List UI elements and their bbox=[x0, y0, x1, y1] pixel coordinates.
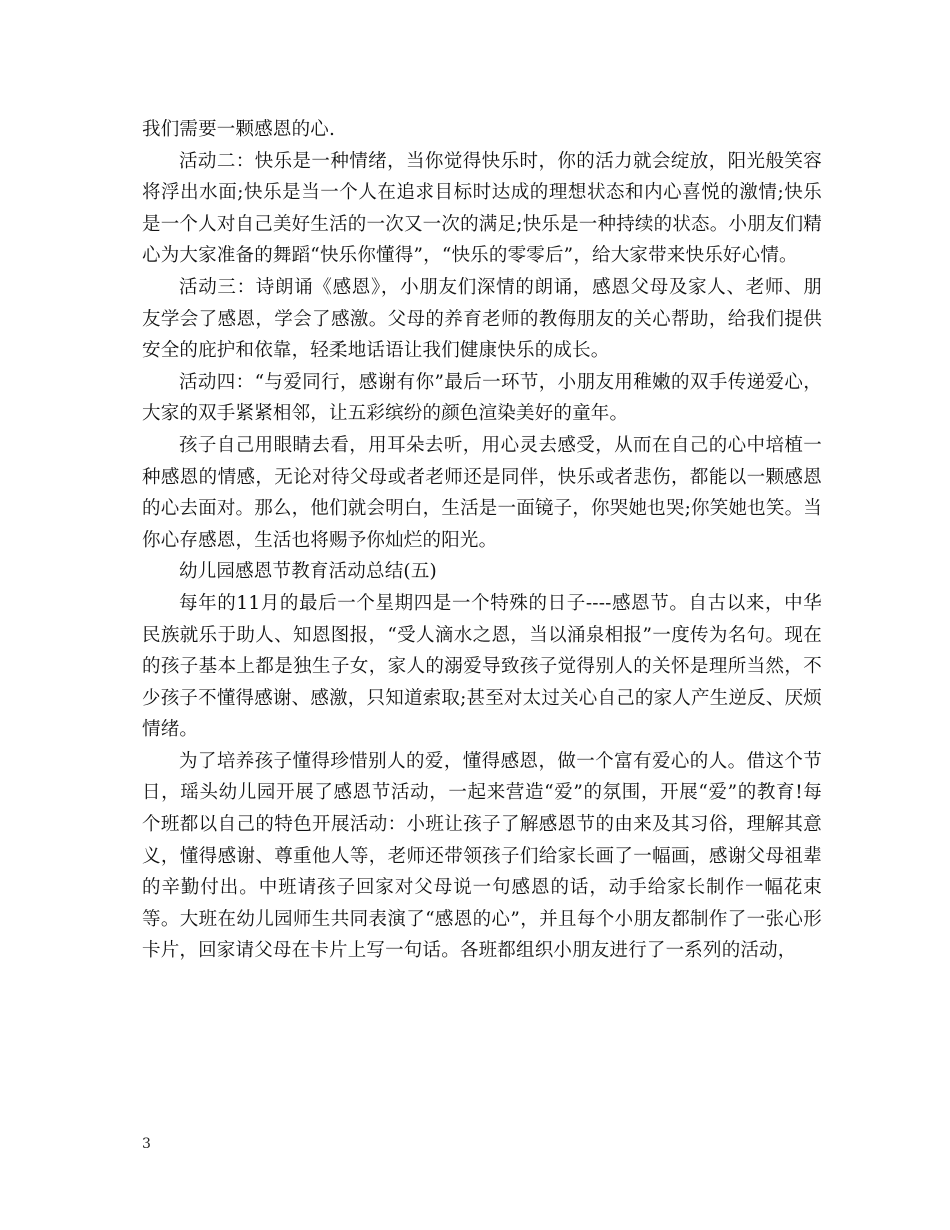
paragraph-activity-two: 活动二：快乐是一种情绪，当你觉得快乐时，你的活力就会绽放，阳光般笑容将浮出水面;快乐是当一个人在追求目标时达成的理想状态和内心喜悦的激情;快乐是一个人对自己美好生活的一次又一次的满足;快乐是一种持续的状态。小朋友们精心为大家准备的舞蹈“快乐你懂得”，“快乐的零零后”，给大家带来快乐好心情。 bbox=[142, 150, 822, 267]
paragraph-continuation: 我们需要一颗感恩的心. bbox=[142, 119, 336, 140]
paragraph-activity-three: 活动三：诗朗诵《感恩》，小朋友们深情的朗诵，感恩父母及家人、老师、朋友学会了感恩，学会了感激。父母的养育老师的教侮朋友的关心帮助，给我们提供安全的庇护和依靠，轻柔地话语让我们健康快乐的成长。 bbox=[142, 276, 822, 362]
document-body bbox=[142, 114, 822, 967]
section-heading: 幼儿园感恩节教育活动总结(五) bbox=[179, 561, 437, 583]
paragraph-activity-four: 活动四：“与爱同行，感谢有你”最后一环节，小朋友用稚嫩的双手传递爱心，大家的双手紧紧相邻，让五彩缤纷的颜色渲染美好的童年。 bbox=[142, 371, 822, 425]
paragraph-thanksgiving-intro: 每年的11月的最后一个星期四是一个特殊的日子----感恩节。自古以来，中华民族就乐于助人、知恩图报，“受人滴水之恩，当以涌泉相报”一度传为名句。现在的孩子基本上都是独生子女，家人的溺爱导致孩子觉得别人的关怀是理所当然，不少孩子不懂得感谢、感激，只知道索取;甚至对太过关心自己的家人产生逆反、厌烦情绪。 bbox=[142, 592, 822, 741]
page-number: 3 bbox=[142, 1136, 151, 1152]
paragraph-reflection: 孩子自己用眼睛去看，用耳朵去听，用心灵去感受，从而在自己的心中培植一种感恩的情感，无论对待父母或者老师还是同伴，快乐或者悲伤，都能以一颗感恩的心去面对。那么，他们就会明白，生活是一面镜子，你哭她也哭;你笑她也笑。当你心存感恩，生活也将赐予你灿烂的阳光。 bbox=[142, 434, 822, 551]
paragraph-activities-overview: 为了培养孩子懂得珍惜别人的爱，懂得感恩，做一个富有爱心的人。借这个节日，瑶头幼儿园开展了感恩节活动，一起来营造“爱”的氛围，开展“爱”的教育!每个班都以自己的特色开展活动：小班让孩子了解感恩节的由来及其习俗，理解其意义，懂得感谢、尊重他人等，老师还带领孩子们给家长画了一幅画，感谢父母祖辈的辛勤付出。中班请孩子回家对父母说一句感恩的话，动手给家长制作一幅花束等。大班在幼儿园师生共同表演了“感恩的心”，并且每个小朋友都制作了一张心形卡片，回家请父母在卡片上写一句话。各班都组织小朋友进行了一系列的活动， bbox=[142, 750, 822, 962]
